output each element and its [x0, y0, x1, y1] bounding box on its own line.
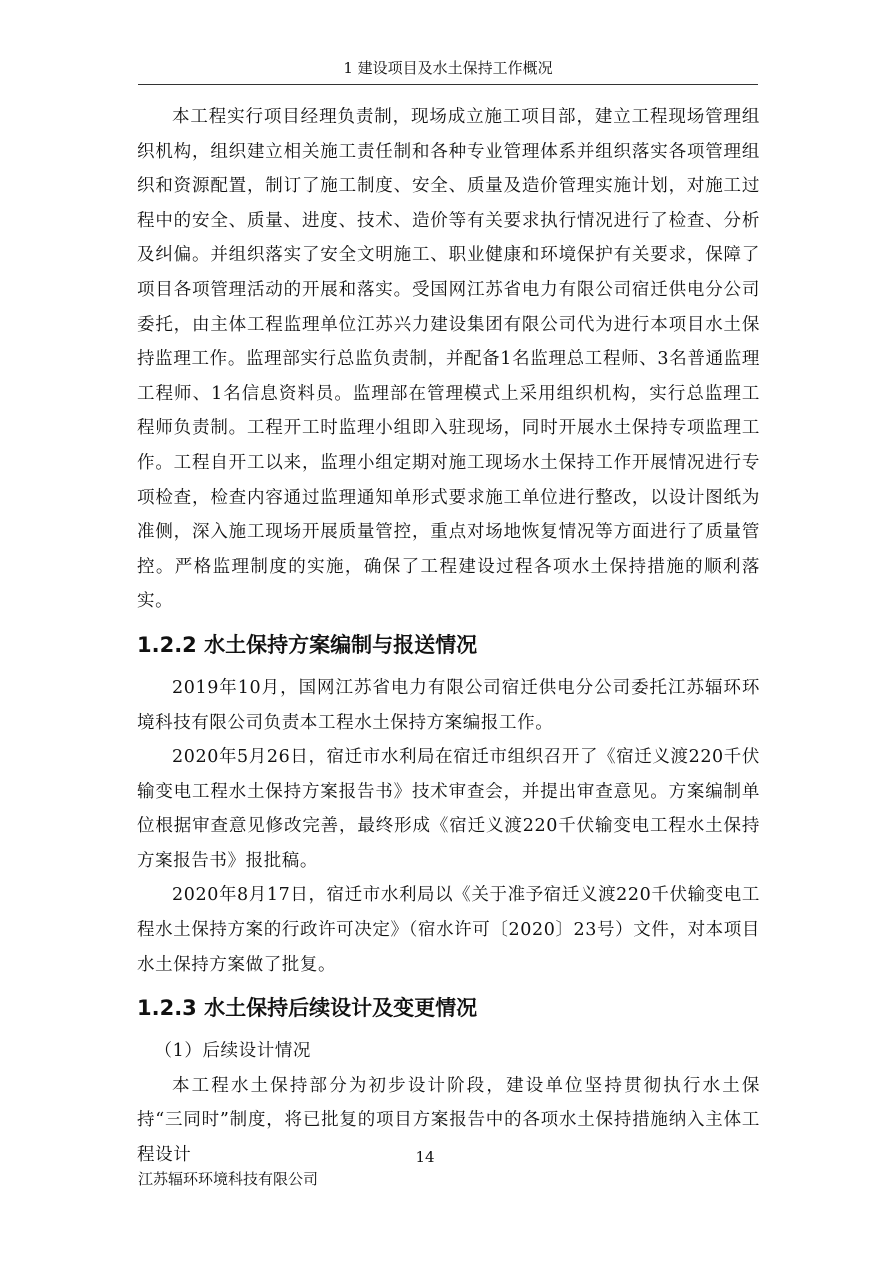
- sub-heading: （1）后续设计情况: [154, 1041, 312, 1062]
- body-paragraph: 本工程实行项目经理负责制，现场成立施工项目部，建立工程现场管理组织机构，组织建立相关施工责任制和各种专业管理体系并组织落实各项管理组织和资源配置，制订了施工制度、安全、质量及造价管理实施计划，对施工过程中的安全、质量、进度、技术、造价等有关要求执行情况进行了检查、分析及纠偏。并组织落实了安全文明施工、职业健康和环境保护有关要求，保障了项目各项管理活动的开展和落实。受国网江苏省电力有限公司宿迁供电分公司委托，由主体工程监理单位江苏兴力建设集团有限公司代为进行本项目水土保持监理工作。监理部实行总监负责制，并配备1名监理总工程师、3名普通监理工程师、1名信息资料员。监理部在管理模式上采用组织机构，实行总监理工程师负责制。工程开工时监理小组即入驻现场，同时开展水土保持专项监理工作。工程自开工以来，监理小组定期对施工现场水土保持工作开展情况进行专项检查，检查内容通过监理通知单形式要求施工单位进行整改，以设计图纸为准侧，深入施工现场开展质量管控，重点对场地恢复情况等方面进行了质量管控。严格监理制度的实施，确保了工程建设过程各项水土保持措施的顺利落实。: [137, 107, 760, 612]
- body-paragraph: 2020年5月26日，宿迁市水利局在宿迁市组织召开了《宿迁义渡220千伏输变电工程水土保持方案报告书》技术审查会，并提出审查意见。方案编制单位根据审查意见修改完善，最终形成《宿迁义渡220千伏输变电工程水土保持方案报告书》报批稿。: [137, 747, 760, 871]
- section-heading: 1.2.3 水土保持后续设计及变更情况: [137, 996, 478, 1021]
- footer-company-name: 江苏辐环环境科技有限公司: [138, 1170, 319, 1188]
- body-paragraph: 2020年8月17日，宿迁市水利局以《关于准予宿迁义渡220千伏输变电工程水土保持方案的行政许可决定》（宿水许可〔2020〕23号）文件，对本项目水土保持方案做了批复。: [137, 885, 760, 975]
- document-body: [137, 100, 760, 1173]
- body-paragraph: 本工程水土保持部分为初步设计阶段，建设单位坚持贯彻执行水土保持“三同时”制度，将已批复的项目方案报告中的各项水土保持措施纳入主体工程设计: [137, 1075, 760, 1166]
- running-header: 1 建设项目及水土保持工作概况: [343, 59, 553, 77]
- section-heading: 1.2.2 水土保持方案编制与报送情况: [137, 632, 478, 657]
- header-divider: [138, 84, 758, 85]
- page-number: 14: [415, 1148, 435, 1166]
- body-paragraph: 2019年10月，国网江苏省电力有限公司宿迁供电分公司委托江苏辐环环境科技有限公司负责本工程水土保持方案编报工作。: [137, 677, 760, 733]
